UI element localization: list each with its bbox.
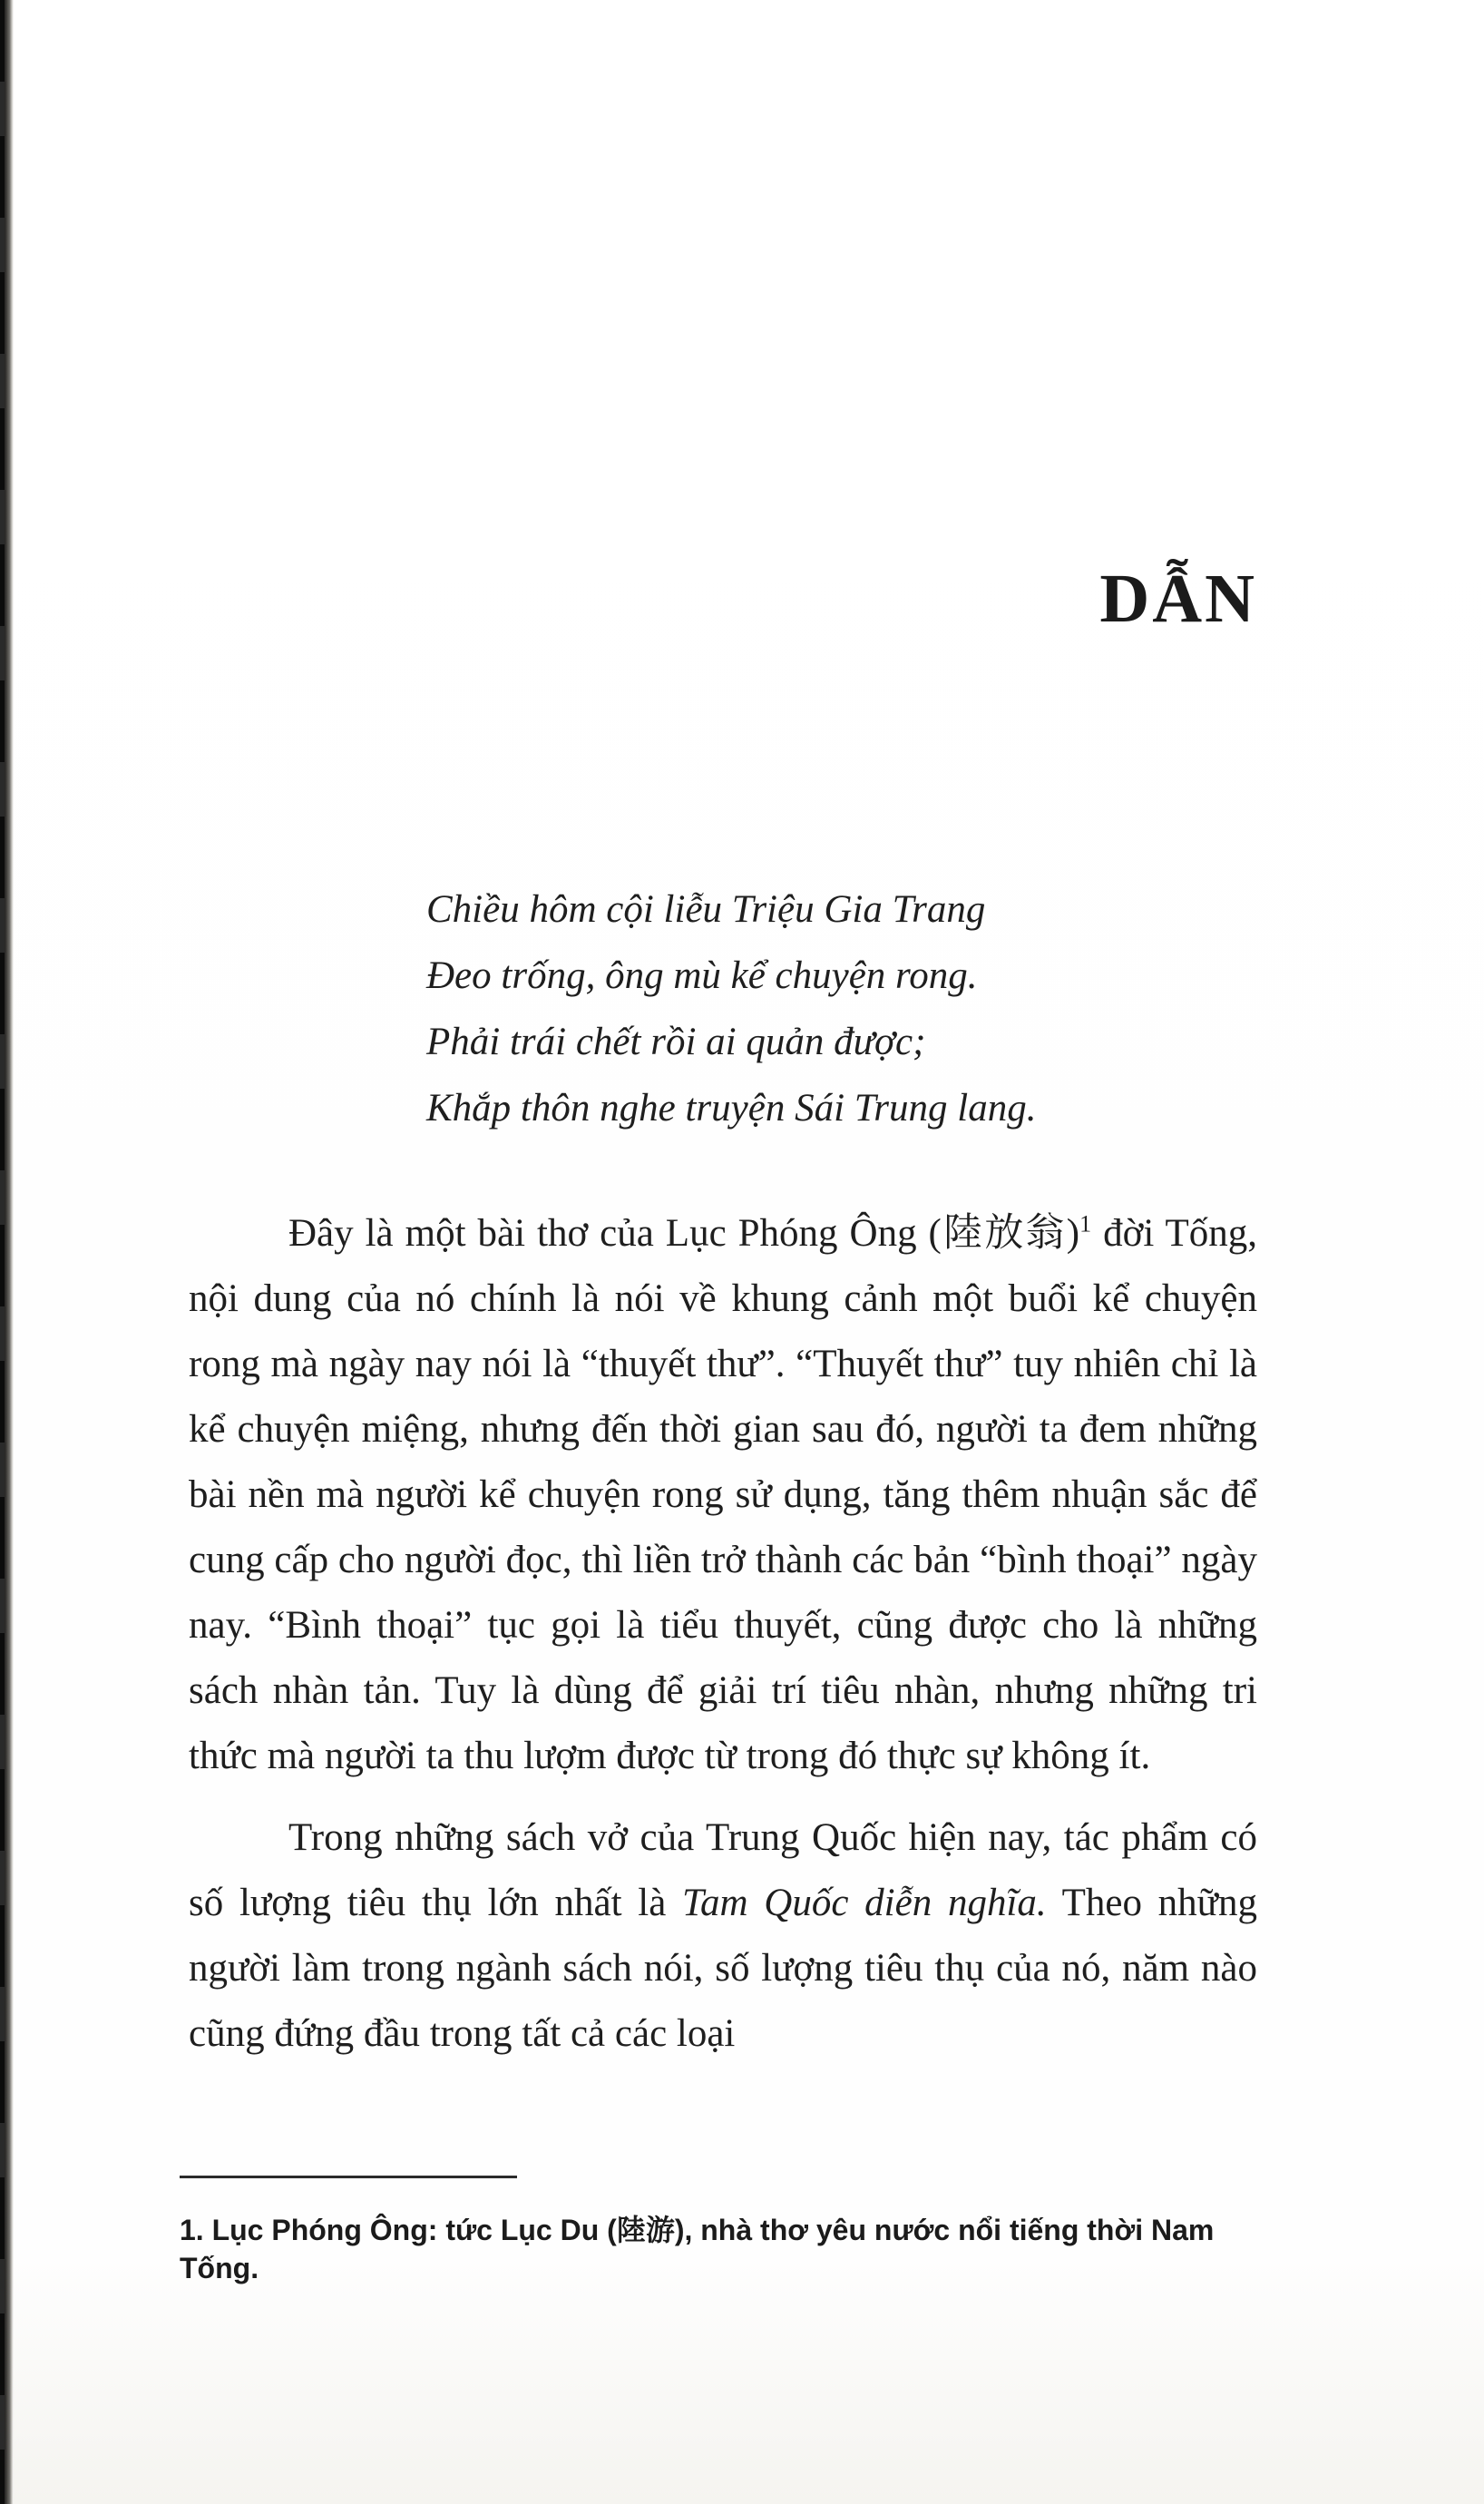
body-paragraph-1	[189, 1201, 1257, 1789]
poem-line: Chiều hôm cội liễu Triệu Gia Trang	[426, 888, 986, 931]
footnote-separator-rule	[180, 2176, 517, 2178]
footnote-text: 1. Lục Phóng Ông: tức Lục Du (陸游), nhà thơ yêu nước nổi tiếng thời Nam Tống.	[180, 2214, 1215, 2284]
paragraph-1-text-continued: đời Tống, nội dung của nó chính là nói về khung cảnh một buổi kể chuyện rong mà ngày nay nói là “thuyết thư”. “Thuyết thư” tuy nhiên chỉ là kể chuyện miệng, nhưng đến thời gian sau đó, người ta đem những bài nền mà người kể chuyện rong sử dụng, tăng thêm nhuận sắc để cung cấp cho người đọc, thì liền trở thành các bản “bình thoại” ngày nay. “Bình thoại” tục gọi là tiểu thuyết, cũng được cho là những sách nhàn tản. Tuy là dùng để giải trí tiêu nhàn, nhưng những tri thức mà người ta thu lượm được từ trong đó thực sự không ít.	[189, 1212, 1257, 1777]
footnote-marker: 1	[1079, 1210, 1092, 1237]
paragraph-2-text-continued: Theo những người làm trong ngành sách nói, số lượng tiêu thụ của nó, năm nào cũng đứng đầu trong tất cả các loại	[189, 1882, 1257, 2055]
poem-line: Đeo trống, ông mù kể chuyện rong.	[426, 954, 978, 997]
poem-block	[426, 876, 1257, 1141]
body-paragraph-2	[189, 1805, 1257, 2067]
footnote-area	[180, 2176, 1257, 2287]
chapter-title: DẪN	[1099, 561, 1257, 637]
page-content	[189, 0, 1257, 2067]
poem-line: Phải trái chết rồi ai quản được;	[426, 1021, 926, 1063]
paragraph-2-text: Trong những sách vở của Trung Quốc hiện nay, tác phẩm có số lượng tiêu thụ lớn nhất là	[189, 1816, 1257, 1924]
paragraph-1-text: Đây là một bài thơ của Lục Phóng Ông (陸放翁)	[288, 1212, 1080, 1255]
page-binding-edge	[0, 0, 14, 2504]
cited-book-title: Tam Quốc diễn nghĩa.	[682, 1882, 1047, 1924]
poem-line: Khắp thôn nghe truyện Sái Trung lang.	[426, 1087, 1037, 1130]
